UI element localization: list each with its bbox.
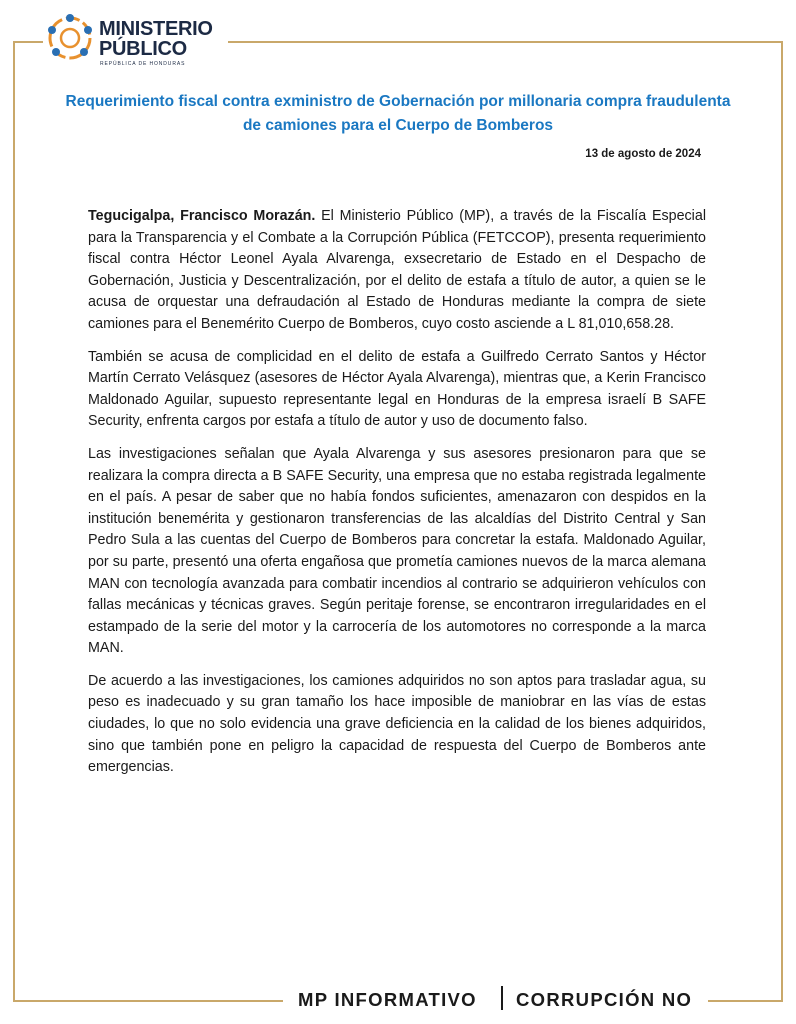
paragraph-4: De acuerdo a las investigaciones, los camiones adquiridos no son aptos para trasladar agua, su peso es inadecuado y su gran tamaño los hace imposible de maniobrar en las vías de estas ciudades, lo que no solo evidencia una grave deficiencia en la calidad de los bienes adquiridos, sino que también pone en peligro la capacidad de respuesta del Cuerpo de Bomberos ante emergencias. xyxy=(88,672,706,776)
paragraph-3: Las investigaciones señalan que Ayala Alvarenga y sus asesores presionaron para que se realizara la compra directa a B SAFE Security, una empresa que no estaba registrada legalmente en el país. A pesar de saber que no había fondos suficientes, amenazaron con despidos en la institución benemérita y gestionaron transferencias de las alcaldías del Distrito Central y San Pedro Sula a las cuentas del Cuerpo de Bomberos para concretar la estafa. Maldonado Aguilar, por su parte, presentó una oferta engañosa que prometía camiones nuevos de la marca alemana MAN con tecnología avanzada para combatir incendios al contrario se adquirieron vehículos con fallas mecánicas y técnicas graves. Según peritaje forense, se encontraron irregularidades en el estampado de la serie del motor y la carrocería de los automotores no corresponde a la marca MAN. xyxy=(88,445,706,657)
dateline: Tegucigalpa, Francisco Morazán. xyxy=(88,208,316,224)
frame-right xyxy=(781,41,783,1001)
frame-left xyxy=(13,41,15,1001)
frame-bottom-right xyxy=(708,1000,783,1002)
document-title: Requerimiento fiscal contra exministro de Gobernación por millonaria compra fraudulenta de camiones para el Cuerpo de Bomberos xyxy=(65,93,731,134)
frame-top-right xyxy=(228,41,783,43)
logo-text-publico: PÚBLICO xyxy=(99,38,187,60)
logo-text-republica: REPÚBLICA DE HONDURAS xyxy=(100,61,186,67)
footer-divider xyxy=(501,986,503,1010)
document-body xyxy=(88,206,706,790)
frame-top-left xyxy=(13,41,43,43)
footer-mp-informativo: MP INFORMATIVO xyxy=(298,989,477,1010)
paragraph-2: También se acusa de complicidad en el delito de estafa a Guilfredo Cerrato Santos y Héctor Martín Cerrato Velásquez (asesores de Héctor Ayala Alvarenga), mientras que, a Kerin Francisco Maldonado Aguilar, supuesto representante legal en Honduras de la empresa israelí B SAFE Security, enfrenta cargos por estafa a título de autor y uso de documento falso. xyxy=(88,348,706,430)
frame-bottom-left xyxy=(13,1000,283,1002)
paragraph-1 xyxy=(88,206,706,336)
footer-banner xyxy=(288,985,708,1017)
document-date: 13 de agosto de 2024 xyxy=(585,148,701,160)
logo-text-ministerio: MINISTERIO xyxy=(99,18,213,40)
mp-logo xyxy=(44,12,224,68)
paragraph-1-text: El Ministerio Público (MP), a través de la Fiscalía Especial para la Transparencia y el Combate a la Corrupción Pública (FETCCOP), presenta requerimiento fiscal contra Héctor Leonel Ayala Alvarenga, exsecretario de Estado en el Despacho de Gobernación, Justicia y Descentralización, por el delito de estafa a título de autor, a quien se le acusa de orquestar una defraudación al Estado de Honduras mediante la compra de siete camiones para el Benemérito Cuerpo de Bomberos, cuyo costo asciende a L 81,010,658.28. xyxy=(88,208,706,332)
footer-corrupcion-no: CORRUPCIÓN NO xyxy=(516,989,693,1010)
mp-emblem-icon xyxy=(44,12,96,64)
